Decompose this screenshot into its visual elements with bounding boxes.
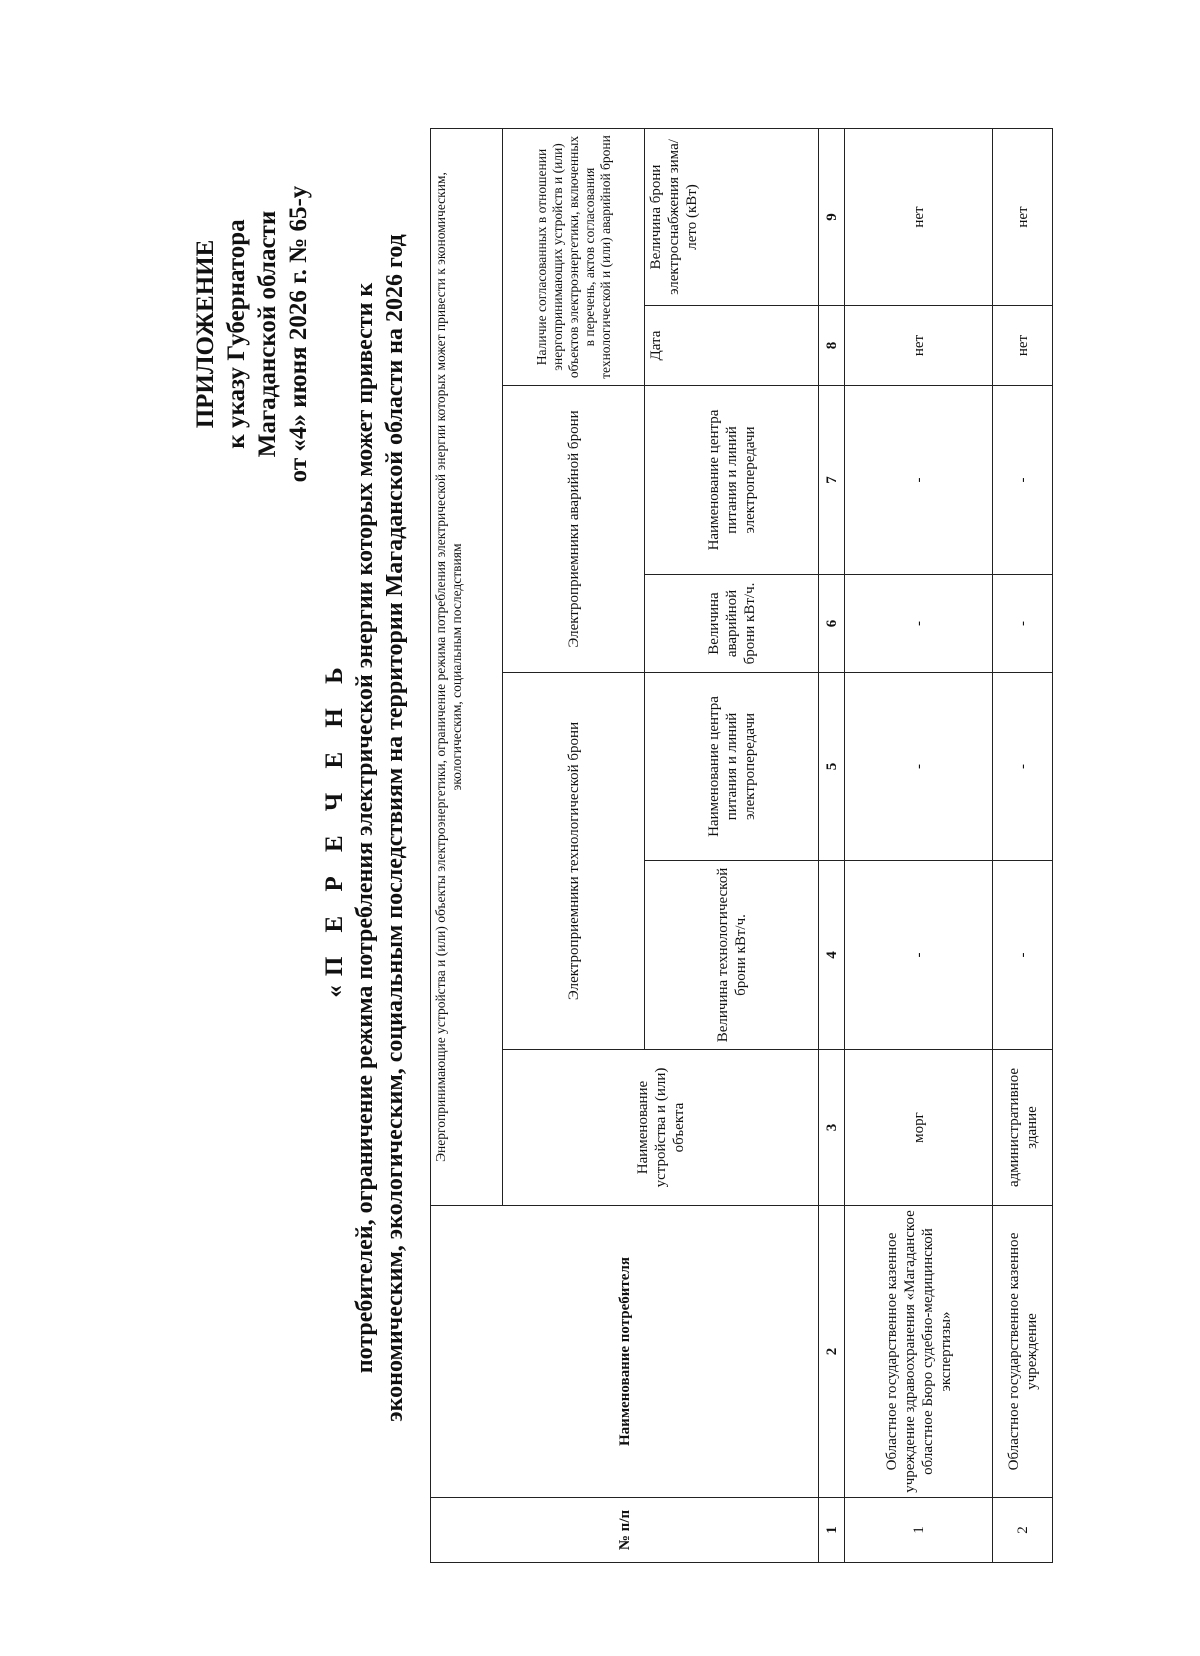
- col-header-group: Энергопринимающие устройства и (или) объекты электроэнергетики, ограничение режима потребления электрической энергии которых может привести к экономическим, экологическим, социальным последствиям: [431, 129, 503, 1206]
- col-header-tech-value: Величина технологической брони кВт/ч.: [645, 861, 819, 1050]
- column-number: 6: [819, 575, 845, 673]
- row-consumer: Областное государственное казенное учреждение здравоохранения «Магаданское областное Бюро судебно-медицинской экспертизы»: [845, 1206, 993, 1498]
- col-header-device: Наименование устройства и (или) объекта: [503, 1050, 819, 1206]
- column-number: 2: [819, 1206, 845, 1498]
- col-header-tech-center: Наименование центра питания и линий электропередачи: [645, 673, 819, 861]
- row-emerg-value: -: [993, 575, 1053, 673]
- row-emerg-center: -: [845, 386, 993, 575]
- column-number: 1: [819, 1498, 845, 1563]
- col-header-emerg-center: Наименование центра питания и линий электропередачи: [645, 386, 819, 575]
- column-number: 4: [819, 861, 845, 1050]
- row-agree-value: нет: [993, 129, 1053, 306]
- row-tech-value: -: [845, 861, 993, 1050]
- consumers-table: [430, 128, 1053, 1563]
- appendix-line-2: Магаданской области: [254, 210, 281, 458]
- row-device: морг: [845, 1050, 993, 1206]
- row-emerg-center: -: [993, 386, 1053, 575]
- col-header-agree-group: Наличие согласованных в отношении энергопринимающих устройств и (или) объектов электроэнергетики, включенных в перечень, актов согласования технологической и (или) аварийной брони: [503, 129, 645, 386]
- document-subtitle-line-1: потребителей, ограничение режима потребления электрической энергии которых может привести к: [352, 282, 378, 1374]
- appendix-block: [190, 94, 314, 574]
- table-row: [993, 129, 1053, 1563]
- row-tech-center: -: [845, 673, 993, 861]
- row-agree-date: нет: [993, 306, 1053, 386]
- appendix-line-1: к указу Губернатора: [223, 219, 250, 449]
- col-header-agree-value: Величина брони электроснабжения зима/лето (кВт): [645, 129, 819, 306]
- column-number: 7: [819, 386, 845, 575]
- table-group-header-row: [431, 129, 503, 1563]
- column-number: 8: [819, 306, 845, 386]
- row-tech-center: -: [993, 673, 1053, 861]
- appendix-line-3: от «4» июня 2026 г. № 65-у: [285, 185, 312, 483]
- col-header-consumer: Наименование потребителя: [431, 1206, 819, 1498]
- row-num: 1: [845, 1498, 993, 1563]
- row-emerg-value: -: [845, 575, 993, 673]
- row-agree-date: нет: [845, 306, 993, 386]
- document-subtitle-line-2: экономическим, экологическим, социальным последствиям на территории Магаданской области на 2026 год: [382, 234, 408, 1422]
- row-tech-value: -: [993, 861, 1053, 1050]
- column-number: 9: [819, 129, 845, 306]
- col-header-emerg-value: Величина аварийной брони кВт/ч.: [645, 575, 819, 673]
- col-header-agree-date: Дата: [645, 306, 819, 386]
- column-number-row: [819, 129, 845, 1563]
- col-header-tech-group: Электроприемники технологической брони: [503, 673, 645, 1050]
- row-agree-value: нет: [845, 129, 993, 306]
- column-number: 3: [819, 1050, 845, 1206]
- document-title: «П Е Р Е Ч Е Н Ь: [321, 658, 348, 998]
- row-consumer: Областное государственное казенное учреждение: [993, 1206, 1053, 1498]
- row-num: 2: [993, 1498, 1053, 1563]
- col-header-num: № п/п: [431, 1498, 819, 1563]
- document-title-block: [320, 0, 410, 1656]
- row-device: административное здание: [993, 1050, 1053, 1206]
- column-number: 5: [819, 673, 845, 861]
- col-header-emerg-group: Электроприемники аварийной брони: [503, 386, 645, 673]
- appendix-heading: ПРИЛОЖЕНИЕ: [192, 239, 219, 429]
- table-row: [845, 129, 993, 1563]
